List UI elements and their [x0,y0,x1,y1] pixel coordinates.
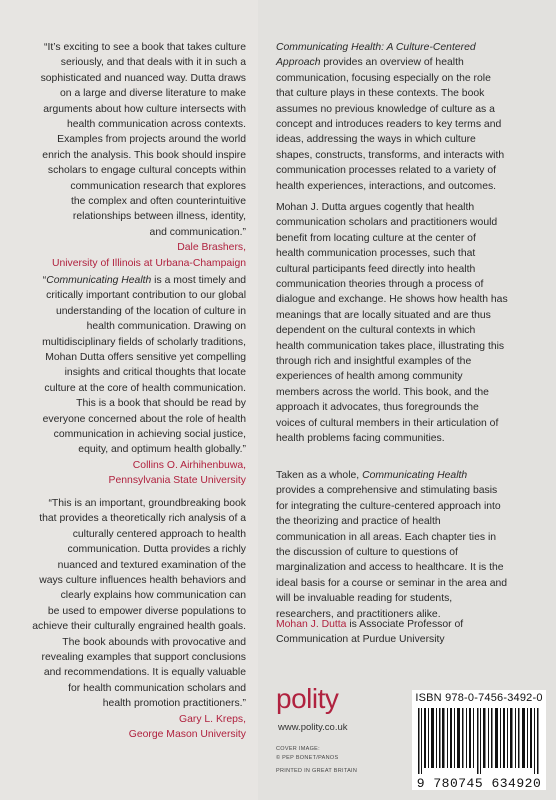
paragraph-line: Mohan J. Dutta is Associate Professor of [276,619,464,630]
cover-image-label: COVER IMAGE: [276,746,320,752]
quote-line: communication in achieving social justice, [53,429,246,441]
paragraph-line: health communication takes place, illustrating this [276,340,505,352]
quote-line: relationships between illness, identity, [72,211,246,223]
paragraph-line: dependent on the cultural contexts in which [276,325,476,337]
quote-line: This is a book that should be read by [76,398,246,410]
quote-line: the complex and often counterintuitive [70,196,246,208]
paragraph-line: members across the world. This book, and the [276,386,489,398]
quote-line: achieve their culturally engrained health goals. [32,621,246,633]
barcode-digits: 9 780745 634920 [416,776,542,791]
quote-line: culturally centered approach to health [72,528,246,540]
endorser-name: Gary L. Kreps, [179,713,246,725]
paragraph-line: Mohan J. Dutta argues cogently that health [276,202,475,213]
paragraph-line: benefit from locating culture at the center of [276,232,476,244]
quote-line: communication. Dutta provides a richly [67,544,246,556]
paragraph-line: voices of cultural members in their articulation of [276,417,499,429]
quote-line: health communication. Drawing on [86,321,246,333]
description-paragraph-3 [276,468,546,622]
publisher-website: www.polity.co.uk [278,722,348,733]
quote-line: critically important contribution to our global [46,290,246,302]
paragraph-line: Communication at Purdue University [276,634,445,646]
paragraph-line: researchers, and practitioners alike. [276,608,441,620]
paragraph-line: dialogue and exchange. He shows how health has [276,294,508,306]
paragraph-line: ideas, addressing the ways in which culture [276,134,476,146]
author-name: Mohan J. Dutta [276,619,347,630]
quote-line: “It’s exciting to see a book that takes culture [44,42,246,53]
endorsement-3 [16,496,246,743]
endorser-affiliation: George Mason University [128,729,246,741]
paragraph-line: Approach provides an overview of health [276,57,464,69]
paragraph-line: marginalization and access to healthcare. It is the [276,562,504,574]
paragraph-line: communication in all areas. Each chapter ties in [276,531,497,543]
paragraph-line: shapes, constructs, transforms, and interacts with [276,149,505,161]
paragraph-line: provides a comprehensive and stimulating basis [276,485,498,497]
paragraph-line: approach it advocates, thus foregrounds the [276,402,479,414]
endorser-affiliation: University of Illinois at Urbana-Champaign [51,257,246,269]
quote-line: ways culture influences health behaviors and [39,575,246,587]
quote-line: Mohan Dutta offers sensitive yet compelling [45,352,246,364]
endorsement-2-text [16,273,246,458]
paragraph-line: communication scholars and practitioners would [276,217,498,229]
paragraph-line: that culture plays in these contexts. The book [276,88,485,100]
description-paragraph-1 [276,40,546,194]
isbn-label: ISBN 978-0-7456-3492-0 [415,692,543,704]
quote-line: insights and critical thoughts that locate [64,367,246,379]
endorser-name: Collins O. Airhihenbuwa, [132,459,246,471]
quote-line: everyone concerned about the role of health [42,413,246,425]
endorsement-3-text [16,496,246,712]
quote-line: multidisciplinary fields of scholarly traditions, [42,336,246,348]
paragraph-line: health problems facing communities. [276,433,445,445]
paragraph-line: health experiences, interactions, and outcomes. [276,180,497,192]
quote-line: understanding of the location of culture in [55,305,246,317]
quote-line: communication research that explores [70,180,246,192]
quote-line: “Communicating Health is a most timely and [42,275,246,286]
author-bio [276,617,546,648]
paragraph-line: for integrating the culture-centered approach into [276,500,501,512]
paragraph-line: cultural participants feed directly into health [276,263,476,275]
quote-line: nuanced and textured examination of the [57,559,246,571]
publisher-logo: polity [276,683,339,714]
quote-line: health promotion practitioners.” [102,698,246,710]
paragraph-line: communication theories through a process of [276,279,484,291]
paragraph-line: communication processes related to a variety of [276,165,497,177]
quote-line: arguments about how culture intersects with [43,103,246,115]
quote-line: on a large and diverse literature to make [60,88,246,100]
endorsement-1-text [16,40,246,240]
endorser-name: Dale Brashers, [177,242,246,254]
description-paragraph-2 [276,200,546,447]
quote-line: enrich the analysis. This book should inspire [42,149,246,161]
quote-line: sophisticated and nuanced way. Dutta draws [40,72,246,84]
quote-line: and recommendations. It is equally valuable [43,667,246,679]
paragraph-line: meanings that are locally situated and are thus [276,309,491,321]
book-title-italic: Communicating Health [46,275,152,286]
quote-line: revealing examples that support conclusions [41,652,246,664]
paragraph-line: health communication processes, such that [276,248,476,260]
paragraph-line: ideal basis for a course or seminar in the area and [276,577,508,589]
paragraph-line: the theorizing and practice of health [276,516,441,528]
quote-line: that provides a theoretically rich analysis of a [39,513,246,525]
paragraph-line: will be invaluable reading for students, [276,593,453,605]
cover-image-credit: © PEP BONET/PANOS [276,755,339,761]
quote-line: health communication across contexts. [66,119,246,131]
quote-line: The book abounds with provocative and [62,636,246,648]
paragraph-line: Taken as a whole, Communicating Health [276,470,468,481]
paragraph-line: through rich and insightful examples of the [276,356,472,368]
quote-line: Examples from projects around the world [57,134,246,146]
endorser-affiliation: Pennsylvania State University [108,475,246,487]
quote-line: be used to empower diverse populations to [47,605,246,617]
paragraph-line: concept and introduces readers to key terms and [276,119,502,131]
printed-in: PRINTED IN GREAT BRITAIN [276,768,358,774]
quote-line: for health communication scholars and [68,682,246,694]
endorsement-2 [16,273,246,489]
paragraph-line: the discussion of culture to questions of [276,547,458,559]
book-title-italic: Communicating Health: A Culture-Centered [276,42,476,53]
paragraph-line: experiences of health among community [276,371,463,383]
quote-line: and communication.” [149,226,246,238]
endorsement-1 [16,40,246,271]
quote-line: seriously, and that deals with it in such a [60,57,246,69]
barcode-bars [418,708,540,774]
book-title-italic: Communicating Health [362,470,468,481]
quote-line: clearly explains how communication can [60,590,246,602]
quote-line: scholars to engage cultural concepts within [47,165,246,177]
quote-line: culture at the core of health communication. [44,382,246,394]
paragraph-line: assumes no previous knowledge of culture as a [276,103,495,115]
quote-line: “This is an important, groundbreaking book [48,498,246,509]
quote-line: equity, and optimum health globally.” [78,444,246,456]
book-title-italic: Approach [276,57,321,69]
paragraph-line: communication, focusing especially on the role [276,72,491,84]
